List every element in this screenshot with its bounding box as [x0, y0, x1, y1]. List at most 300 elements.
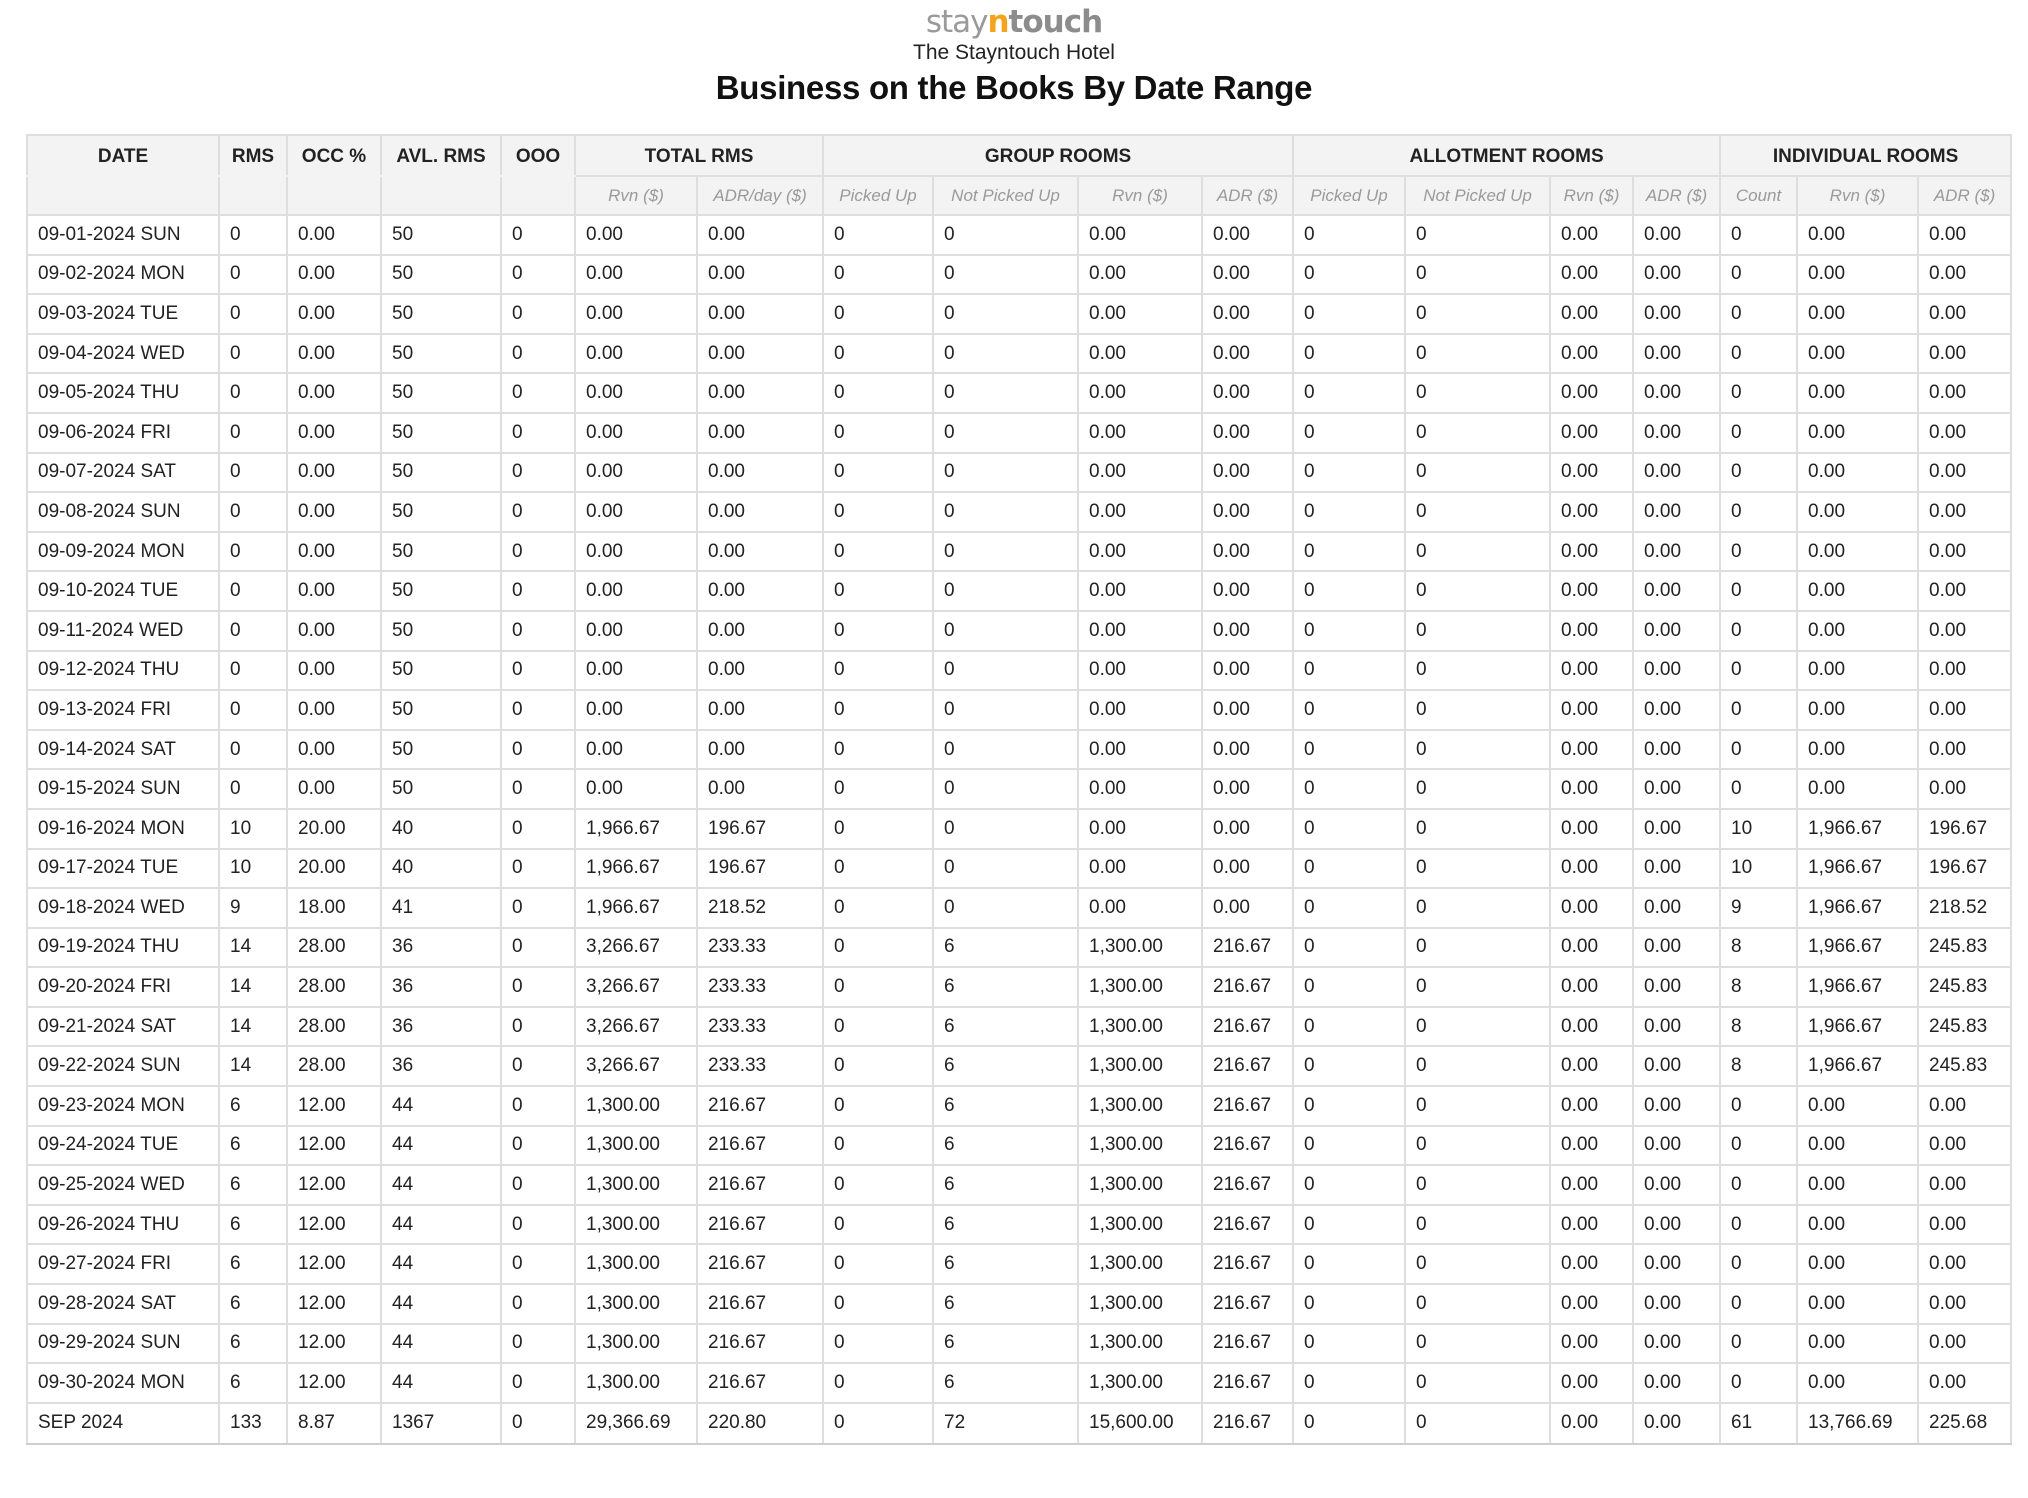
table-cell: 1,966.67 — [575, 888, 697, 928]
table-cell: 50 — [381, 571, 501, 611]
table-cell: 0 — [933, 730, 1078, 770]
table-cell: 0.00 — [1550, 373, 1633, 413]
table-cell: 245.83 — [1918, 928, 2011, 968]
table-cell: 0.00 — [1550, 690, 1633, 730]
date-cell: 09-12-2024 THU — [27, 651, 219, 691]
table-row — [27, 1126, 2011, 1166]
table-cell: 216.67 — [1202, 928, 1293, 968]
table-cell: 0 — [1405, 888, 1550, 928]
table-cell: 6 — [933, 1007, 1078, 1047]
table-cell: 1,300.00 — [1078, 1244, 1202, 1284]
table-cell: 0.00 — [1550, 215, 1633, 255]
table-cell: 0 — [933, 849, 1078, 889]
table-cell: 0 — [933, 492, 1078, 532]
table-cell: 20.00 — [287, 849, 381, 889]
table-cell: 233.33 — [697, 1046, 823, 1086]
table-cell: 0 — [501, 1205, 575, 1245]
table-cell: 0.00 — [1797, 1126, 1918, 1166]
table-cell: 20.00 — [287, 809, 381, 849]
table-cell: 245.83 — [1918, 1007, 2011, 1047]
table-row — [27, 492, 2011, 532]
table-cell: 0.00 — [1078, 769, 1202, 809]
table-cell: 0.00 — [1797, 611, 1918, 651]
table-cell: 0 — [1405, 690, 1550, 730]
table-cell: 1,966.67 — [1797, 967, 1918, 1007]
date-cell: 09-25-2024 WED — [27, 1165, 219, 1205]
table-cell: 0.00 — [1918, 334, 2011, 374]
table-cell: 216.67 — [697, 1126, 823, 1166]
table-cell: 50 — [381, 611, 501, 651]
table-cell: 0 — [1293, 255, 1405, 295]
table-cell: 1,966.67 — [1797, 1007, 1918, 1047]
table-cell: 29,366.69 — [575, 1403, 697, 1444]
table-cell: 1,300.00 — [1078, 967, 1202, 1007]
table-cell: 0 — [1720, 1244, 1797, 1284]
table-cell: 0 — [1293, 849, 1405, 889]
table-cell: 0.00 — [1633, 1126, 1720, 1166]
table-cell: 0 — [823, 373, 933, 413]
table-cell: 0 — [933, 651, 1078, 691]
table-cell: 216.67 — [1202, 1205, 1293, 1245]
table-cell: 0 — [1405, 255, 1550, 295]
table-cell: 216.67 — [697, 1363, 823, 1403]
table-cell: 0.00 — [1550, 1046, 1633, 1086]
table-cell: 44 — [381, 1363, 501, 1403]
table-cell: 0 — [933, 888, 1078, 928]
date-cell: 09-29-2024 SUN — [27, 1324, 219, 1364]
table-cell: 0.00 — [1202, 849, 1293, 889]
table-cell: 12.00 — [287, 1086, 381, 1126]
table-cell: 0 — [1720, 690, 1797, 730]
date-cell: 09-22-2024 SUN — [27, 1046, 219, 1086]
table-cell: 196.67 — [697, 809, 823, 849]
table-cell: 0 — [501, 888, 575, 928]
table-row — [27, 1284, 2011, 1324]
table-cell: 50 — [381, 651, 501, 691]
table-cell: 0.00 — [1550, 651, 1633, 691]
table-cell: 0 — [823, 1007, 933, 1047]
table-cell: 0.00 — [1797, 1244, 1918, 1284]
table-cell: 0.00 — [1797, 255, 1918, 295]
table-cell: 6 — [933, 1244, 1078, 1284]
table-cell: 0.00 — [1202, 373, 1293, 413]
table-cell: 0.00 — [1550, 928, 1633, 968]
sub-allotment-picked-up: Picked Up — [1293, 176, 1405, 215]
table-cell: 0 — [1405, 1086, 1550, 1126]
table-cell: 1,966.67 — [1797, 809, 1918, 849]
table-cell: 0.00 — [1633, 1007, 1720, 1047]
table-cell: 0.00 — [1078, 532, 1202, 572]
table-cell: 1,300.00 — [575, 1086, 697, 1126]
table-cell: 10 — [1720, 809, 1797, 849]
table-cell: 0.00 — [1797, 1284, 1918, 1324]
table-cell: 216.67 — [1202, 1165, 1293, 1205]
table-cell: 0.00 — [1633, 1284, 1720, 1324]
table-cell: 0 — [219, 690, 287, 730]
table-cell: 0 — [219, 215, 287, 255]
table-cell: 0.00 — [1918, 730, 2011, 770]
table-row — [27, 1244, 2011, 1284]
table-cell: 0.00 — [1633, 294, 1720, 334]
date-cell: 09-03-2024 TUE — [27, 294, 219, 334]
table-cell: 44 — [381, 1165, 501, 1205]
table-cell: 0.00 — [575, 492, 697, 532]
table-cell: 0 — [1405, 492, 1550, 532]
table-cell: 61 — [1720, 1403, 1797, 1444]
table-cell: 1,300.00 — [1078, 1126, 1202, 1166]
table-cell: 216.67 — [1202, 1284, 1293, 1324]
table-cell: 0 — [1720, 532, 1797, 572]
table-cell: 0 — [501, 1126, 575, 1166]
table-cell: 0 — [1720, 571, 1797, 611]
table-cell: 3,266.67 — [575, 1046, 697, 1086]
table-cell: 0.00 — [1918, 453, 2011, 493]
table-row — [27, 1046, 2011, 1086]
table-cell: 1,300.00 — [1078, 1165, 1202, 1205]
table-cell: 0.00 — [1078, 294, 1202, 334]
table-cell: 0.00 — [1633, 849, 1720, 889]
table-cell: 10 — [219, 809, 287, 849]
sub-total-adr-day: ADR/day ($) — [697, 176, 823, 215]
date-cell: 09-20-2024 FRI — [27, 967, 219, 1007]
table-cell: 196.67 — [1918, 849, 2011, 889]
table-cell: 0 — [1405, 1046, 1550, 1086]
table-cell: 0 — [823, 334, 933, 374]
table-cell: 196.67 — [697, 849, 823, 889]
table-cell: 0.00 — [1550, 492, 1633, 532]
table-cell: 0 — [933, 809, 1078, 849]
table-cell: 0.00 — [287, 413, 381, 453]
table-cell: 0 — [1293, 1086, 1405, 1126]
table-cell: 0.00 — [697, 255, 823, 295]
table-cell: 0 — [1293, 373, 1405, 413]
table-cell: 0.00 — [1550, 1165, 1633, 1205]
table-cell: 44 — [381, 1284, 501, 1324]
table-cell: 0 — [823, 809, 933, 849]
table-cell: 0 — [1405, 1244, 1550, 1284]
table-cell: 0 — [501, 373, 575, 413]
table-cell: 0 — [823, 1046, 933, 1086]
table-cell: 0 — [501, 294, 575, 334]
table-cell: 0 — [823, 611, 933, 651]
table-cell: 0.00 — [1918, 571, 2011, 611]
table-row — [27, 373, 2011, 413]
table-cell: 0.00 — [1797, 769, 1918, 809]
table-cell: 0.00 — [1797, 1205, 1918, 1245]
table-cell: 50 — [381, 532, 501, 572]
table-cell: 0.00 — [575, 769, 697, 809]
table-cell: 0 — [1405, 1403, 1550, 1444]
table-cell: 0 — [823, 413, 933, 453]
table-cell: 0 — [219, 453, 287, 493]
table-cell: 0 — [1293, 334, 1405, 374]
table-cell: 50 — [381, 334, 501, 374]
col-ooo: OOO — [501, 135, 575, 176]
table-cell: 0.00 — [1797, 334, 1918, 374]
table-cell: 0.00 — [1797, 453, 1918, 493]
col-rms: RMS — [219, 135, 287, 176]
table-cell: 1,966.67 — [1797, 928, 1918, 968]
table-cell: 0 — [501, 967, 575, 1007]
table-cell: 0 — [823, 769, 933, 809]
table-cell: 1367 — [381, 1403, 501, 1444]
table-cell: 0 — [501, 1244, 575, 1284]
table-cell: 1,966.67 — [1797, 888, 1918, 928]
table-cell: 6 — [933, 1205, 1078, 1245]
table-cell: 8.87 — [287, 1403, 381, 1444]
table-cell: 0.00 — [1202, 334, 1293, 374]
table-cell: 216.67 — [1202, 1126, 1293, 1166]
table-cell: 0 — [1405, 1126, 1550, 1166]
table-cell: 0.00 — [575, 690, 697, 730]
table-cell: 0 — [823, 1126, 933, 1166]
table-cell: 218.52 — [1918, 888, 2011, 928]
table-row — [27, 967, 2011, 1007]
table-cell: 196.67 — [1918, 809, 2011, 849]
table-cell: 0.00 — [1078, 651, 1202, 691]
table-cell: 0.00 — [1918, 1086, 2011, 1126]
col-occ: OCC % — [287, 135, 381, 176]
table-cell: 10 — [1720, 849, 1797, 889]
table-cell: 12.00 — [287, 1165, 381, 1205]
date-cell: SEP 2024 — [27, 1403, 219, 1444]
table-cell: 0.00 — [1550, 730, 1633, 770]
table-cell: 0 — [1405, 967, 1550, 1007]
date-cell: 09-11-2024 WED — [27, 611, 219, 651]
table-cell: 216.67 — [697, 1244, 823, 1284]
table-row — [27, 1007, 2011, 1047]
table-cell: 0.00 — [1918, 1324, 2011, 1364]
table-cell: 15,600.00 — [1078, 1403, 1202, 1444]
table-cell: 44 — [381, 1205, 501, 1245]
sub-individual-rvn: Rvn ($) — [1797, 176, 1918, 215]
table-cell: 1,300.00 — [575, 1244, 697, 1284]
table-cell: 0 — [501, 730, 575, 770]
table-cell: 6 — [219, 1324, 287, 1364]
table-cell: 0 — [1720, 1165, 1797, 1205]
table-cell: 0.00 — [1550, 571, 1633, 611]
table-row — [27, 928, 2011, 968]
table-row — [27, 809, 2011, 849]
table-cell: 0 — [1405, 809, 1550, 849]
table-cell: 0.00 — [1078, 809, 1202, 849]
table-cell: 0.00 — [1633, 769, 1720, 809]
table-cell: 0.00 — [1633, 928, 1720, 968]
table-cell: 0.00 — [1918, 1363, 2011, 1403]
table-cell: 0 — [1293, 1284, 1405, 1324]
table-cell: 0.00 — [1078, 413, 1202, 453]
table-cell: 0 — [1293, 888, 1405, 928]
table-cell: 0.00 — [1202, 730, 1293, 770]
table-cell: 1,966.67 — [575, 809, 697, 849]
table-cell: 0 — [1405, 1324, 1550, 1364]
table-cell: 0 — [1405, 769, 1550, 809]
report-title: Business on the Books By Date Range — [715, 69, 1313, 106]
table-cell: 28.00 — [287, 967, 381, 1007]
table-row — [27, 334, 2011, 374]
table-cell: 8 — [1720, 1007, 1797, 1047]
table-cell: 0.00 — [1797, 690, 1918, 730]
table-cell: 1,966.67 — [1797, 1046, 1918, 1086]
table-cell: 0.00 — [1078, 334, 1202, 374]
table-cell: 0 — [823, 1363, 933, 1403]
table-cell: 50 — [381, 413, 501, 453]
table-cell: 0.00 — [1550, 769, 1633, 809]
table-cell: 0 — [1720, 413, 1797, 453]
table-cell: 0 — [1720, 1324, 1797, 1364]
table-cell: 0.00 — [697, 532, 823, 572]
table-cell: 0 — [219, 769, 287, 809]
table-cell: 0 — [219, 255, 287, 295]
table-cell: 0.00 — [1918, 373, 2011, 413]
table-cell: 0.00 — [1918, 651, 2011, 691]
table-cell: 0.00 — [1550, 849, 1633, 889]
table-cell: 50 — [381, 215, 501, 255]
table-cell: 50 — [381, 730, 501, 770]
table-cell: 0 — [823, 255, 933, 295]
table-cell: 0.00 — [1550, 967, 1633, 1007]
table-cell: 0.00 — [1633, 532, 1720, 572]
table-cell: 218.52 — [697, 888, 823, 928]
table-cell: 12.00 — [287, 1205, 381, 1245]
table-cell: 225.68 — [1918, 1403, 2011, 1444]
table-cell: 36 — [381, 1046, 501, 1086]
table-cell: 1,300.00 — [575, 1126, 697, 1166]
table-cell: 0 — [1720, 373, 1797, 413]
table-cell: 8 — [1720, 967, 1797, 1007]
table-cell: 216.67 — [1202, 1244, 1293, 1284]
table-cell: 0 — [501, 413, 575, 453]
table-row — [27, 215, 2011, 255]
table-cell: 0 — [1720, 453, 1797, 493]
table-cell: 0.00 — [1202, 888, 1293, 928]
table-cell: 0 — [1293, 967, 1405, 1007]
table-cell: 41 — [381, 888, 501, 928]
table-cell: 0.00 — [1078, 373, 1202, 413]
table-cell: 0 — [1405, 373, 1550, 413]
table-cell: 0.00 — [1797, 294, 1918, 334]
date-cell: 09-06-2024 FRI — [27, 413, 219, 453]
table-cell: 0 — [1293, 651, 1405, 691]
table-cell: 1,966.67 — [1797, 849, 1918, 889]
sub-group-picked-up: Picked Up — [823, 176, 933, 215]
table-cell: 0 — [1405, 928, 1550, 968]
table-row — [27, 1324, 2011, 1364]
table-cell: 1,300.00 — [1078, 1284, 1202, 1324]
date-cell: 09-26-2024 THU — [27, 1205, 219, 1245]
table-cell: 6 — [933, 1284, 1078, 1324]
table-cell: 0.00 — [575, 611, 697, 651]
table-cell: 50 — [381, 373, 501, 413]
table-cell: 0.00 — [1550, 1363, 1633, 1403]
sub-individual-adr: ADR ($) — [1918, 176, 2011, 215]
table-cell: 0 — [219, 334, 287, 374]
sub-allotment-not-picked-up: Not Picked Up — [1405, 176, 1550, 215]
table-cell: 0.00 — [1633, 255, 1720, 295]
table-cell: 245.83 — [1918, 1046, 2011, 1086]
table-cell: 0.00 — [1633, 651, 1720, 691]
table-cell: 0 — [1720, 1363, 1797, 1403]
table-cell: 0.00 — [1918, 611, 2011, 651]
table-cell: 6 — [933, 1086, 1078, 1126]
table-cell: 0 — [1720, 651, 1797, 691]
table-cell: 0 — [823, 967, 933, 1007]
table-cell: 18.00 — [287, 888, 381, 928]
table-cell: 0 — [933, 255, 1078, 295]
table-cell: 0 — [501, 532, 575, 572]
table-cell: 216.67 — [697, 1165, 823, 1205]
table-cell: 0.00 — [575, 453, 697, 493]
table-cell: 0 — [1405, 571, 1550, 611]
table-cell: 0 — [501, 1363, 575, 1403]
table-cell: 36 — [381, 1007, 501, 1047]
report-header — [0, 0, 2028, 136]
table-cell: 0 — [501, 1046, 575, 1086]
table-cell: 0.00 — [1550, 888, 1633, 928]
table-cell: 40 — [381, 849, 501, 889]
table-cell: 0 — [933, 294, 1078, 334]
table-cell: 0 — [933, 334, 1078, 374]
date-cell: 09-14-2024 SAT — [27, 730, 219, 770]
table-cell: 0.00 — [287, 294, 381, 334]
table-cell: 6 — [219, 1205, 287, 1245]
table-cell: 0.00 — [287, 492, 381, 532]
table-cell: 216.67 — [1202, 967, 1293, 1007]
table-row — [27, 1165, 2011, 1205]
table-cell: 0 — [501, 769, 575, 809]
date-cell: 09-02-2024 MON — [27, 255, 219, 295]
table-cell: 0 — [1293, 1126, 1405, 1166]
table-cell: 40 — [381, 809, 501, 849]
table-cell: 50 — [381, 492, 501, 532]
table-cell: 0.00 — [1797, 492, 1918, 532]
table-cell: 0.00 — [1202, 532, 1293, 572]
table-cell: 0 — [1293, 928, 1405, 968]
table-cell: 0 — [1405, 532, 1550, 572]
table-cell: 0.00 — [697, 334, 823, 374]
date-cell: 09-19-2024 THU — [27, 928, 219, 968]
table-cell: 0.00 — [1797, 1363, 1918, 1403]
table-cell: 0.00 — [1202, 651, 1293, 691]
table-cell: 0.00 — [1633, 888, 1720, 928]
table-cell: 0.00 — [697, 215, 823, 255]
report-table — [26, 134, 2012, 1445]
table-cell: 0.00 — [287, 532, 381, 572]
table-cell: 0.00 — [575, 294, 697, 334]
table-cell: 0.00 — [1633, 413, 1720, 453]
table-cell: 0 — [1405, 294, 1550, 334]
table-cell: 0.00 — [1078, 215, 1202, 255]
table-cell: 0.00 — [575, 532, 697, 572]
table-cell: 0.00 — [287, 255, 381, 295]
table-row — [27, 888, 2011, 928]
table-cell: 1,300.00 — [1078, 1324, 1202, 1364]
table-cell: 0 — [219, 413, 287, 453]
table-cell: 1,300.00 — [1078, 928, 1202, 968]
table-cell: 0 — [501, 1284, 575, 1324]
sub-allotment-adr: ADR ($) — [1633, 176, 1720, 215]
table-cell: 0.00 — [1633, 492, 1720, 532]
table-cell: 0 — [933, 373, 1078, 413]
table-cell: 0.00 — [575, 373, 697, 413]
table-cell: 0.00 — [1633, 611, 1720, 651]
table-cell: 0.00 — [1633, 334, 1720, 374]
table-cell: 0.00 — [1633, 373, 1720, 413]
table-cell: 0.00 — [1550, 453, 1633, 493]
table-cell: 1,300.00 — [1078, 1086, 1202, 1126]
table-cell: 0 — [219, 373, 287, 413]
table-cell: 216.67 — [1202, 1086, 1293, 1126]
